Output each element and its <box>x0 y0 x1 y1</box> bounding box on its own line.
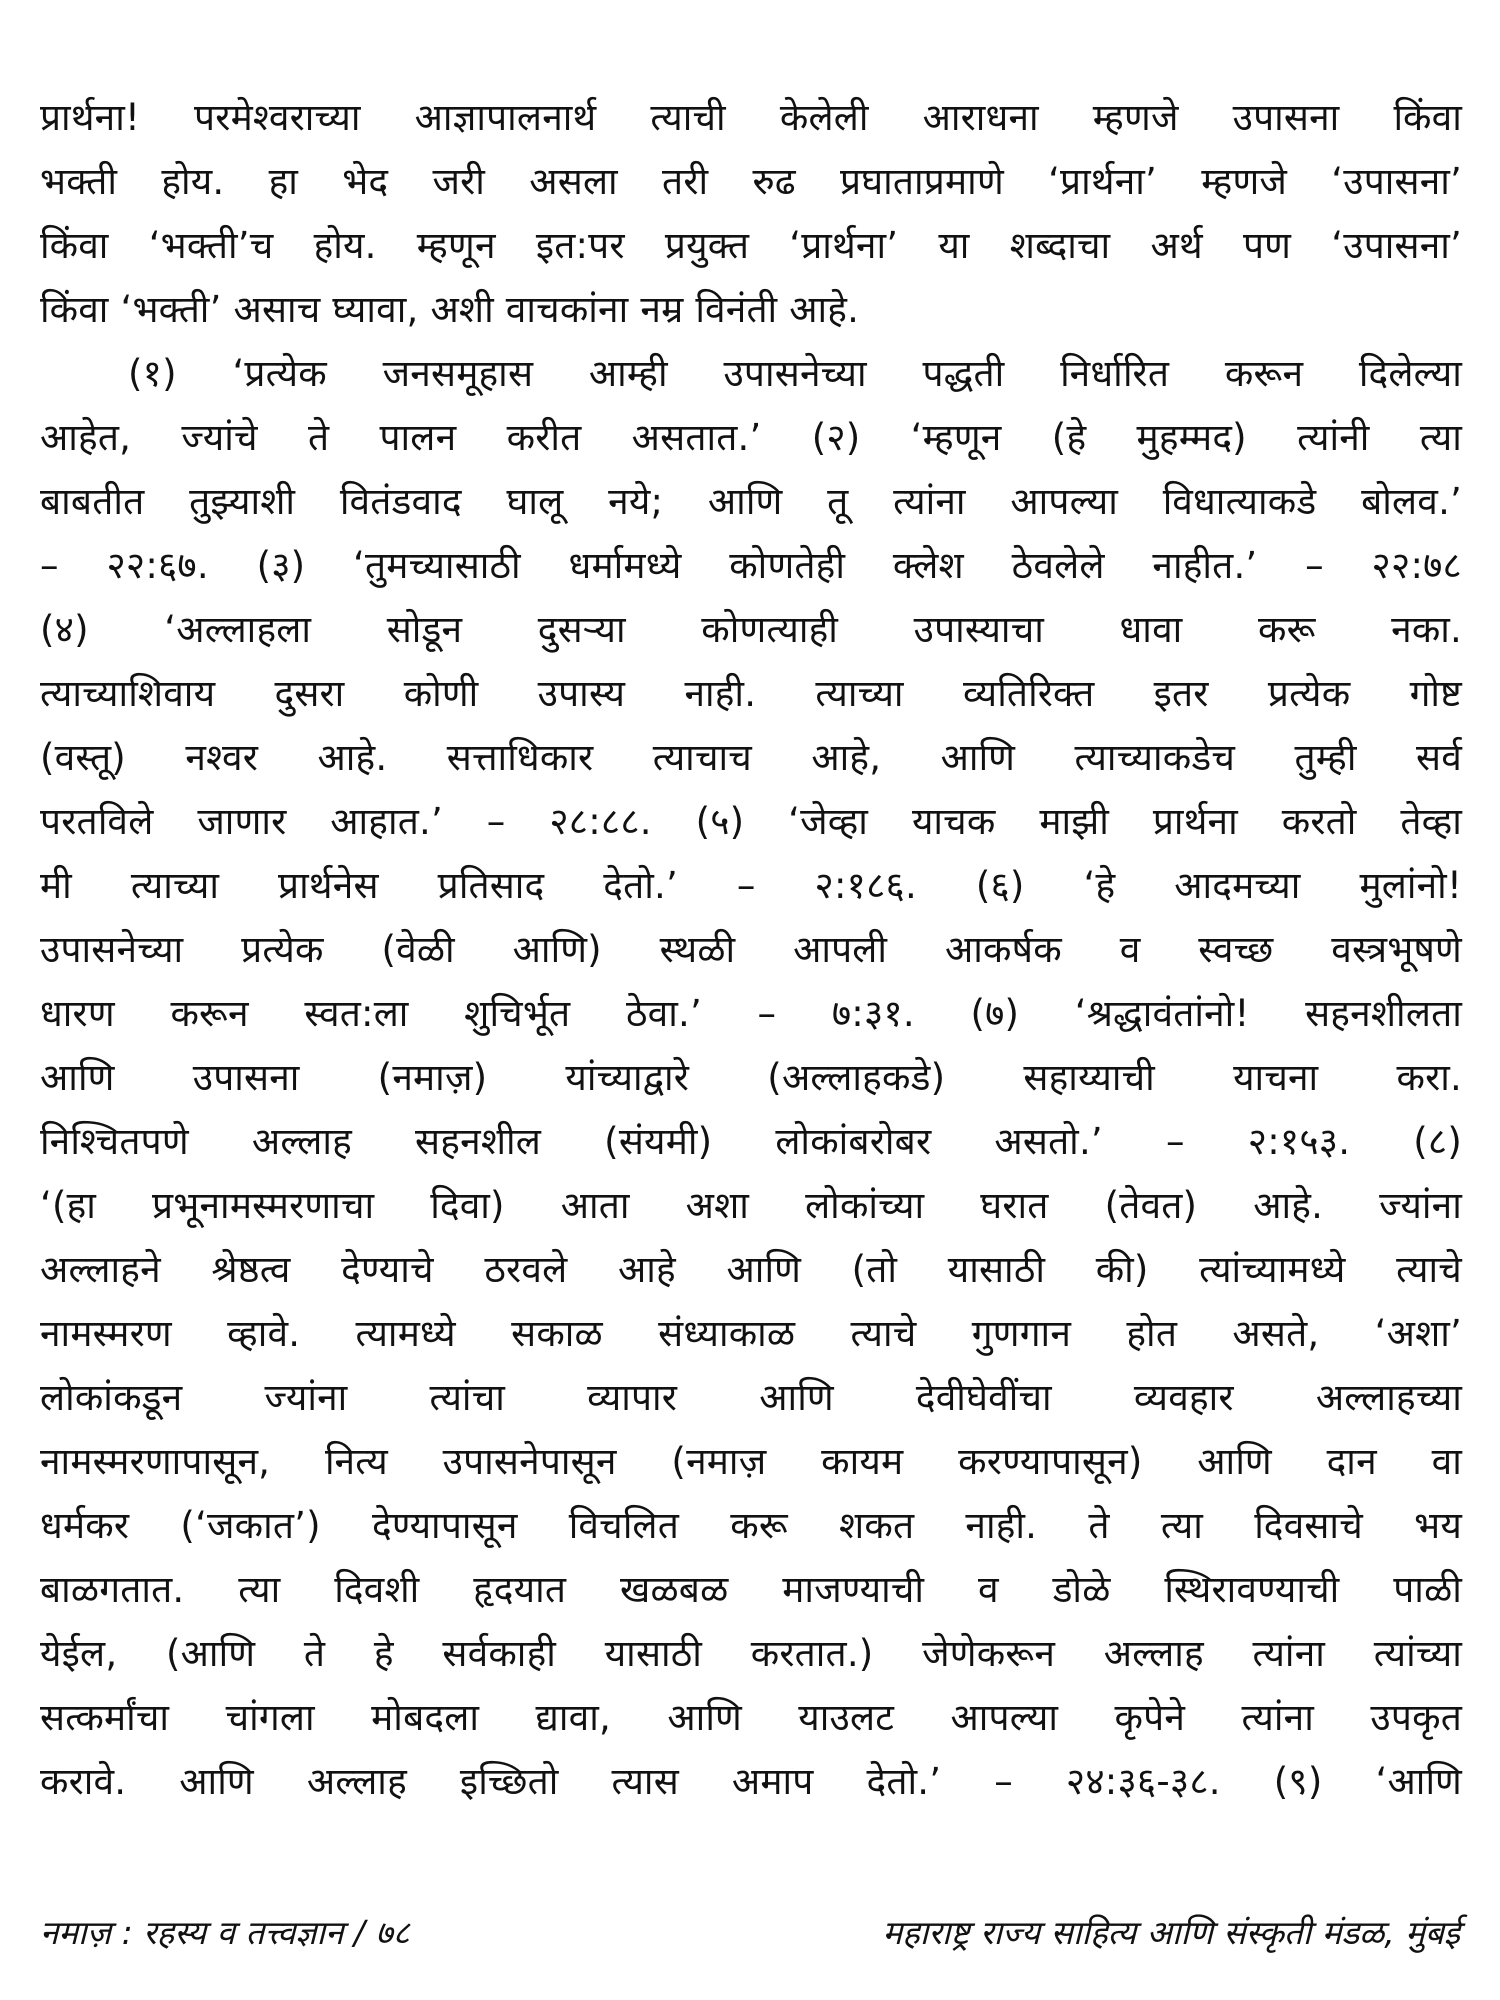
text-line: (१) ‘प्रत्येक जनसमूहास आम्ही उपासनेच्या पद्धती निर्धारित करून दिलेल्या <box>128 352 1462 395</box>
text-line: (४) ‘अल्लाहला सोडून दुसऱ्या कोणत्याही उपास्याचा धावा करू नका. <box>40 608 1462 651</box>
text-line: – २२:६७. (३) ‘तुमच्यासाठी धर्मामध्ये कोणतेही क्लेश ठेवलेले नाहीत.’ – २२:७८ <box>40 544 1462 587</box>
text-line: धर्मकर (‘जकात’) देण्यापासून विचलित करू शकत नाही. ते त्या दिवसाचे भय <box>40 1504 1462 1547</box>
text-line: परतविले जाणार आहात.’ – २८:८८. (५) ‘जेव्हा याचक माझी प्रार्थना करतो तेव्हा <box>40 800 1462 843</box>
text-line: बाबतीत तुझ्याशी वितंडवाद घालू नये; आणि तू त्यांना आपल्या विधात्याकडे बोलव.’ <box>40 480 1462 523</box>
text-line: आहेत, ज्यांचे ते पालन करीत असतात.’ (२) ‘म्हणून (हे मुहम्मद) त्यांनी त्या <box>40 416 1462 459</box>
text-line: किंवा ‘भक्ती’ असाच घ्यावा, अशी वाचकांना नम्र विनंती आहे. <box>40 288 860 331</box>
text-line: धारण करून स्वत:ला शुचिर्भूत ठेवा.’ – ७:३१. (७) ‘श्रद्धावंतांनो! सहनशीलता <box>40 992 1462 1035</box>
text-line: अल्लाहने श्रेष्ठत्व देण्याचे ठरवले आहे आणि (तो यासाठी की) त्यांच्यामध्ये त्याचे <box>40 1248 1462 1291</box>
text-line: त्याच्याशिवाय दुसरा कोणी उपास्य नाही. त्याच्या व्यतिरिक्त इतर प्रत्येक गोष्ट <box>40 672 1462 715</box>
text-line: (वस्तू) नश्वर आहे. सत्ताधिकार त्याचाच आहे, आणि त्याच्याकडेच तुम्ही सर्व <box>40 736 1462 779</box>
text-line: येईल, (आणि ते हे सर्वकाही यासाठी करतात.) जेणेकरून अल्लाह त्यांना त्यांच्या <box>40 1632 1462 1675</box>
text-line: करावे. आणि अल्लाह इच्छितो त्यास अमाप देतो.’ – २४:३६-३८. (९) ‘आणि <box>40 1760 1462 1803</box>
text-line: भक्ती होय. हा भेद जरी असला तरी रुढ प्रघाताप्रमाणे ‘प्रार्थना’ म्हणजे ‘उपासना’ <box>40 160 1462 203</box>
page-footer <box>40 1905 1460 1961</box>
text-line: ‘(हा प्रभूनामस्मरणाचा दिवा) आता अशा लोकांच्या घरात (तेवत) आहे. ज्यांना <box>40 1184 1462 1227</box>
text-line: किंवा ‘भक्ती’च होय. म्हणून इत:पर प्रयुक्त ‘प्रार्थना’ या शब्दाचा अर्थ पण ‘उपासना’ <box>40 224 1462 267</box>
text-line: आणि उपासना (नमाज़) यांच्याद्वारे (अल्लाहकडे) सहाय्याची याचना करा. <box>40 1056 1462 1099</box>
text-line: लोकांकडून ज्यांना त्यांचा व्यापार आणि देवीघेवींचा व्यवहार अल्लाहच्या <box>40 1376 1462 1419</box>
text-line: नामस्मरण व्हावे. त्यामध्ये सकाळ संध्याकाळ त्याचे गुणगान होत असते, ‘अशा’ <box>40 1312 1462 1355</box>
footer-book-title: नमाज़ : रहस्य व तत्त्वज्ञान / ७८ <box>40 1913 410 1952</box>
text-line: सत्कर्मांचा चांगला मोबदला द्यावा, आणि याउलट आपल्या कृपेने त्यांना उपकृत <box>40 1696 1462 1739</box>
text-line: मी त्याच्या प्रार्थनेस प्रतिसाद देतो.’ – २:१८६. (६) ‘हे आदमच्या मुलांनो! <box>40 864 1462 907</box>
text-line: बाळगतात. त्या दिवशी हृदयात खळबळ माजण्याची व डोळे स्थिरावण्याची पाळी <box>40 1568 1462 1611</box>
text-line: उपासनेच्या प्रत्येक (वेळी आणि) स्थळी आपली आकर्षक व स्वच्छ वस्त्रभूषणे <box>40 928 1462 971</box>
text-line: प्रार्थना! परमेश्वराच्या आज्ञापालनार्थ त्याची केलेली आराधना म्हणजे उपासना किंवा <box>40 96 1462 139</box>
footer-publisher: महाराष्ट्र राज्य साहित्य आणि संस्कृती मंडळ, मुंबई <box>882 1913 1460 1952</box>
text-line: नामस्मरणापासून, नित्य उपासनेपासून (नमाज़ कायम करण्यापासून) आणि दान वा <box>40 1440 1462 1483</box>
text-line: निश्चितपणे अल्लाह सहनशील (संयमी) लोकांबरोबर असतो.’ – २:१५३. (८) <box>40 1120 1462 1163</box>
